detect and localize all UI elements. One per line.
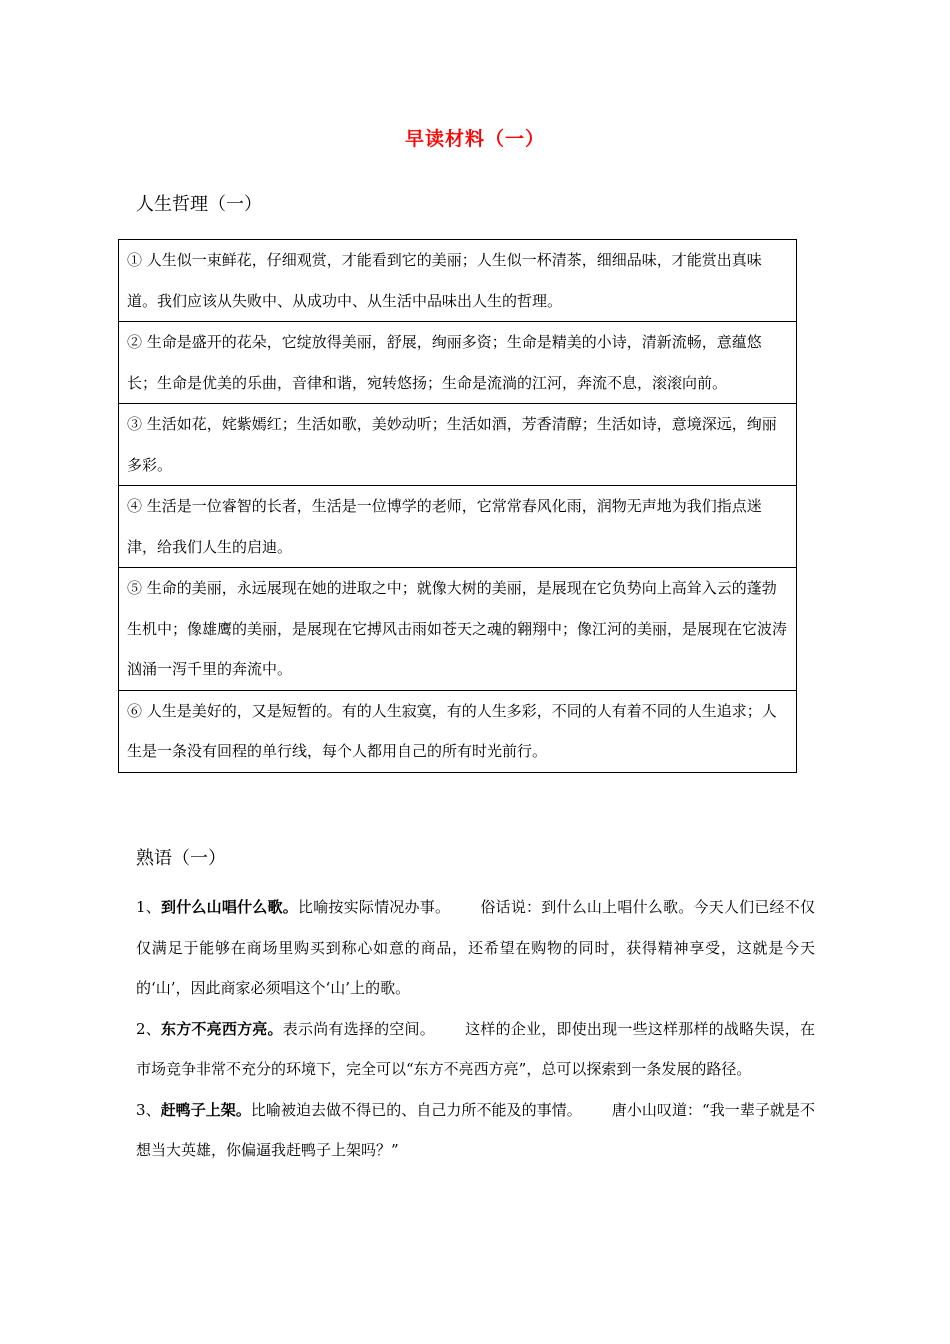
idiom-number: 3、 (136, 1100, 161, 1119)
philosophy-item: ⑤ 生命的美丽，永远展现在她的进取之中；就像大树的美丽，是展现在它负势向上高耸入云的蓬勃生机中；像雄鹰的美丽，是展现在它搏风击雨如苍天之魂的翱翔中；像江河的美丽，是展现在它波涛汹涌一泻千里的奔流中。 (119, 568, 797, 691)
table-row (119, 690, 797, 772)
idiom-meaning: 表示尚有选择的空间。 (282, 1019, 435, 1038)
idiom-list (136, 887, 815, 1171)
idiom-term: 东方不亮西方亮。 (160, 1019, 283, 1038)
idiom-number: 2、 (136, 1019, 161, 1038)
section-heading-life-philosophy: 人生哲理（一） (136, 194, 262, 215)
idiom-entry (136, 887, 815, 1009)
philosophy-table (118, 239, 797, 773)
idiom-term: 到什么山唱什么歌。 (160, 898, 298, 916)
table-row (119, 322, 797, 404)
philosophy-item: ⑥ 人生是美好的，又是短暂的。有的人生寂寞，有的人生多彩，不同的人有着不同的人生追求；人生是一条没有回程的单行线，每个人都用自己的所有时光前行。 (119, 690, 797, 772)
idiom-entry (136, 1009, 815, 1090)
idiom-example: 这样的企业，即使出现一些这样那样的战略失误，在市场竞争非常不充分的环境下，完全可以“东方不亮西方亮”，总可以探索到一条发展的路径。 (136, 1019, 815, 1078)
idiom-meaning: 比喻按实际情况办事。 (297, 898, 451, 916)
philosophy-item: ① 人生似一束鲜花，仔细观赏，才能看到它的美丽；人生似一杯清茶，细细品味，才能赏出真味道。我们应该从失败中、从成功中、从生活中品味出人生的哲理。 (119, 240, 797, 322)
idiom-number: 1、 (136, 898, 161, 916)
section-heading-idioms: 熟语（一） (136, 848, 226, 869)
table-row (119, 404, 797, 486)
philosophy-item: ④ 生活是一位睿智的长者，生活是一位博学的老师，它常常春风化雨，润物无声地为我们指点迷津，给我们人生的启迪。 (119, 486, 797, 568)
idiom-example: 俗话说：到什么山上唱什么歌。今天人们已经不仅仅满足于能够在商场里购买到称心如意的商品，还希望在购物的同时，获得精神享受，这就是今天的‘山’，因此商家必须唱这个‘山’上的歌。 (136, 898, 815, 997)
table-row (119, 240, 797, 322)
philosophy-item: ③ 生活如花，姹紫嫣红；生活如歌，美妙动听；生活如酒，芳香清醇；生活如诗，意境深远，绚丽多彩。 (119, 404, 797, 486)
page-title: 早读材料（一） (404, 128, 545, 150)
idiom-term: 赶鸭子上架。 (160, 1100, 251, 1119)
idiom-meaning: 比喻被迫去做不得已的、自己力所不能及的事情。 (250, 1100, 582, 1119)
philosophy-item: ② 生命是盛开的花朵，它绽放得美丽，舒展，绚丽多资；生命是精美的小诗，清新流畅，意蕴悠长；生命是优美的乐曲，音律和谐，宛转悠扬；生命是流淌的江河，奔流不息，滚滚向前。 (119, 322, 797, 404)
table-row (119, 486, 797, 568)
idiom-example: 唐小山叹道：“我一辈子就是不想当大英雄，你偏逼我赶鸭子上架吗？” (136, 1100, 815, 1159)
idiom-entry (136, 1090, 815, 1171)
table-row (119, 568, 797, 691)
